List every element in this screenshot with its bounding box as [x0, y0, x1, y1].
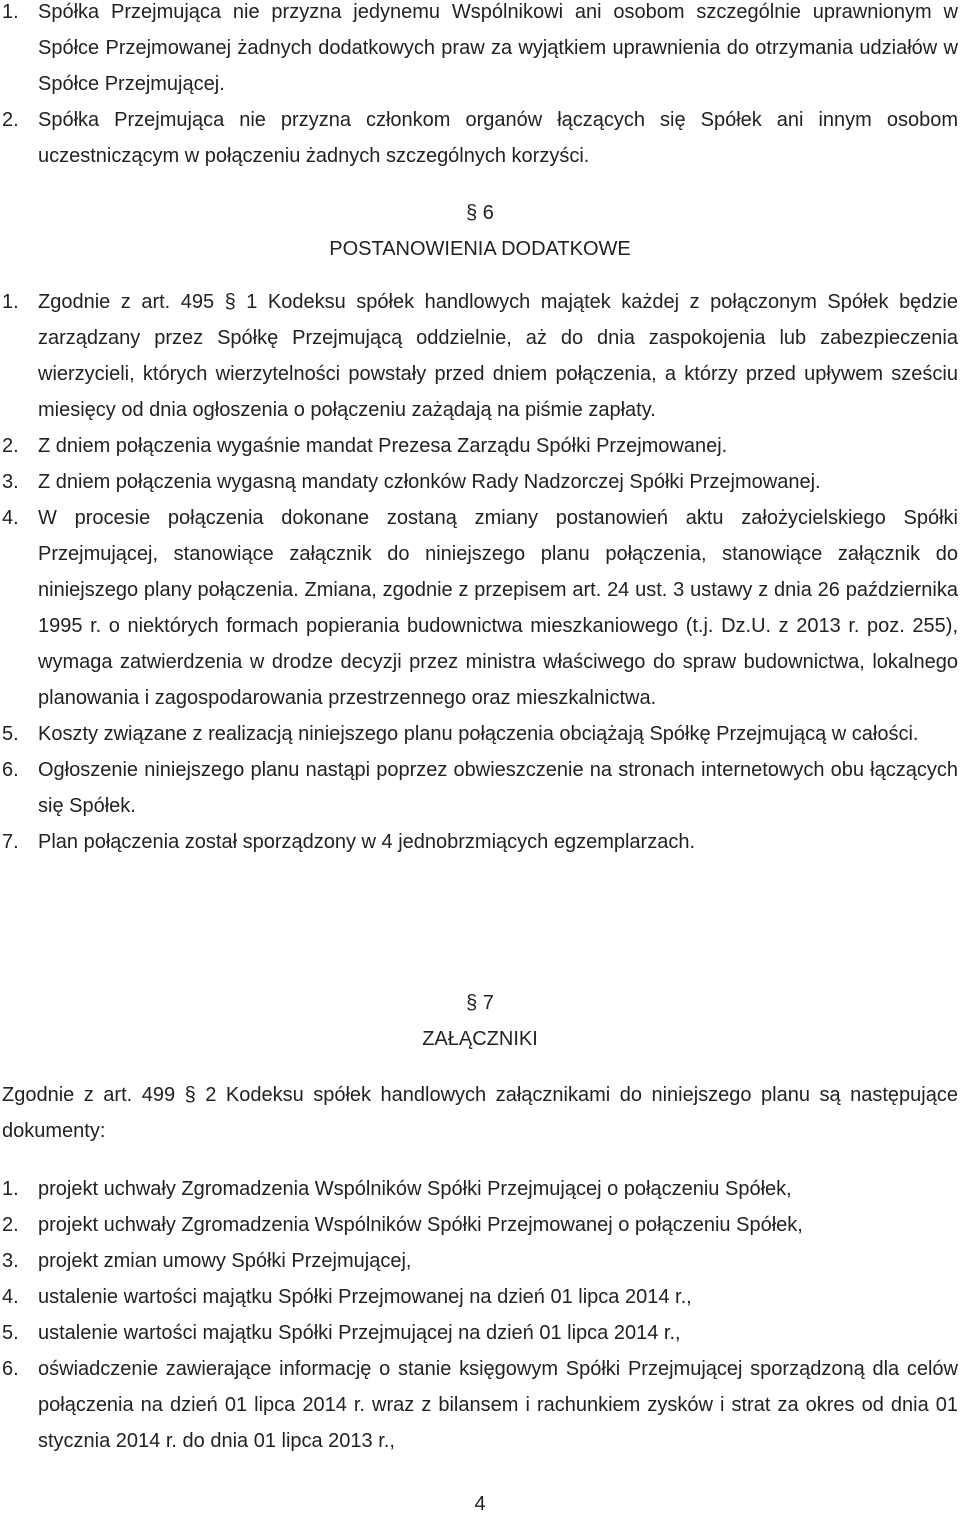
list-item-text: ustalenie wartości majątku Spółki Przejmowanej na dzień 01 lipca 2014 r.,: [38, 1286, 692, 1308]
list-item: [0, 428, 960, 464]
list-item: [0, 1351, 960, 1459]
list-item: [0, 1315, 960, 1351]
list-item-number: 4.: [2, 507, 19, 529]
list-item-text: projekt uchwały Zgromadzenia Wspólników Spółki Przejmującej o połączeniu Spółek,: [38, 1178, 792, 1200]
page-number: 4: [474, 1493, 486, 1515]
list-item-number: 2.: [2, 109, 19, 131]
list-item: [0, 752, 960, 824]
list-item-number: 2.: [2, 1214, 19, 1236]
list-item-number: 6.: [2, 1358, 19, 1380]
list-item: [0, 464, 960, 500]
list-item-text: Spółka Przejmująca nie przyzna jedynemu Wspólnikowi ani osobom szczególnie uprawnionym w Spółce Przejmowanej żadnych dodatkowych praw za wyjątkiem uprawnienia do otrzymania udziałów w Spółce Przejmującej.: [38, 1, 958, 95]
list-item-text: Z dniem połączenia wygasną mandaty członków Rady Nadzorczej Spółki Przejmowanej.: [38, 471, 821, 493]
list-item-text: projekt uchwały Zgromadzenia Wspólników Spółki Przejmowanej o połączeniu Spółek,: [38, 1214, 803, 1236]
section-title: ZAŁĄCZNIKI: [422, 1028, 538, 1050]
list-item-number: 4.: [2, 1286, 19, 1308]
list-item-number: 1.: [2, 291, 19, 313]
section-6-list: [0, 284, 960, 860]
list-item-number: 3.: [2, 1250, 19, 1272]
section-7-heading: [0, 985, 960, 1057]
list-item: [0, 1207, 960, 1243]
intro-paragraph: Zgodnie z art. 499 § 2 Kodeksu spółek handlowych załącznikami do niniejszego planu są następujące dokumenty:: [2, 1084, 958, 1142]
list-item-number: 6.: [2, 759, 19, 781]
list-item: [0, 284, 960, 428]
list-item-number: 5.: [2, 723, 19, 745]
list-item-number: 1.: [2, 1178, 19, 1200]
section-6-heading: [0, 195, 960, 267]
list-item: [0, 500, 960, 716]
list-item-text: Spółka Przejmująca nie przyzna członkom organów łączących się Spółek ani innym osobom uczestniczącym w połączeniu żadnych szczególnych korzyści.: [38, 109, 958, 167]
list-item-text: ustalenie wartości majątku Spółki Przejmującej na dzień 01 lipca 2014 r.,: [38, 1322, 681, 1344]
section-sign: § 6: [466, 202, 494, 224]
section-7-intro: [0, 1077, 960, 1149]
list-block-1: [0, 0, 960, 174]
list-item: [0, 824, 960, 860]
list-item: [0, 102, 960, 174]
section-title: POSTANOWIENIA DODATKOWE: [329, 238, 631, 260]
list-item: [0, 1171, 960, 1207]
list-item-text: Koszty związane z realizacją niniejszego planu połączenia obciążają Spółkę Przejmującą w całości.: [38, 723, 919, 745]
list-item-text: W procesie połączenia dokonane zostaną zmiany postanowień aktu założycielskiego Spółki Przejmującej, stanowiące załącznik do niniejszego planu połączenia, stanowiące załącznik do niniejszego plany połączenia. Zmiana, zgodnie z przepisem art. 24 ust. 3 ustawy z dnia 26 października 1995 r. o niektórych formach popierania budownictwa mieszkaniowego (t.j. Dz.U. z 2013 r. poz. 255), wymaga zatwierdzenia w drodze decyzji przez ministra właściwego do spraw budownictwa, lokalnego planowania i zagospodarowania przestrzennego oraz mieszkalnictwa.: [38, 507, 958, 709]
list-item-number: 5.: [2, 1322, 19, 1344]
section-7-list: [0, 1171, 960, 1459]
list-item: [0, 1279, 960, 1315]
list-item-number: 3.: [2, 471, 19, 493]
list-item-number: 7.: [2, 831, 19, 853]
list-item-text: Ogłoszenie niniejszego planu nastąpi poprzez obwieszczenie na stronach internetowych obu łączących się Spółek.: [38, 759, 958, 817]
section-sign: § 7: [466, 992, 494, 1014]
list-item-text: Plan połączenia został sporządzony w 4 jednobrzmiących egzemplarzach.: [38, 831, 696, 853]
list-item: [0, 0, 960, 102]
list-item-text: Zgodnie z art. 495 § 1 Kodeksu spółek handlowych majątek każdej z połączonym Spółek będzie zarządzany przez Spółkę Przejmującą oddzielnie, aż do dnia zaspokojenia lub zabezpieczenia wierzycieli, których wierzytelności powstały przed dniem połączenia, a którzy przed upływem sześciu miesięcy od dnia ogłoszenia o połączeniu zażądają na piśmie zapłaty.: [38, 291, 958, 421]
list-item-number: 1.: [2, 1, 19, 23]
list-item-text: Z dniem połączenia wygaśnie mandat Prezesa Zarządu Spółki Przejmowanej.: [38, 435, 728, 457]
list-item-text: oświadczenie zawierające informację o stanie księgowym Spółki Przejmującej sporządzoną dla celów połączenia na dzień 01 lipca 2014 r. wraz z bilansem i rachunkiem zysków i strat za okres od dnia 01 stycznia 2014 r. do dnia 01 lipca 2013 r.,: [38, 1358, 958, 1452]
list-item-text: projekt zmian umowy Spółki Przejmującej,: [38, 1250, 412, 1272]
list-item: [0, 1243, 960, 1279]
list-item: [0, 716, 960, 752]
list-item-number: 2.: [2, 435, 19, 457]
